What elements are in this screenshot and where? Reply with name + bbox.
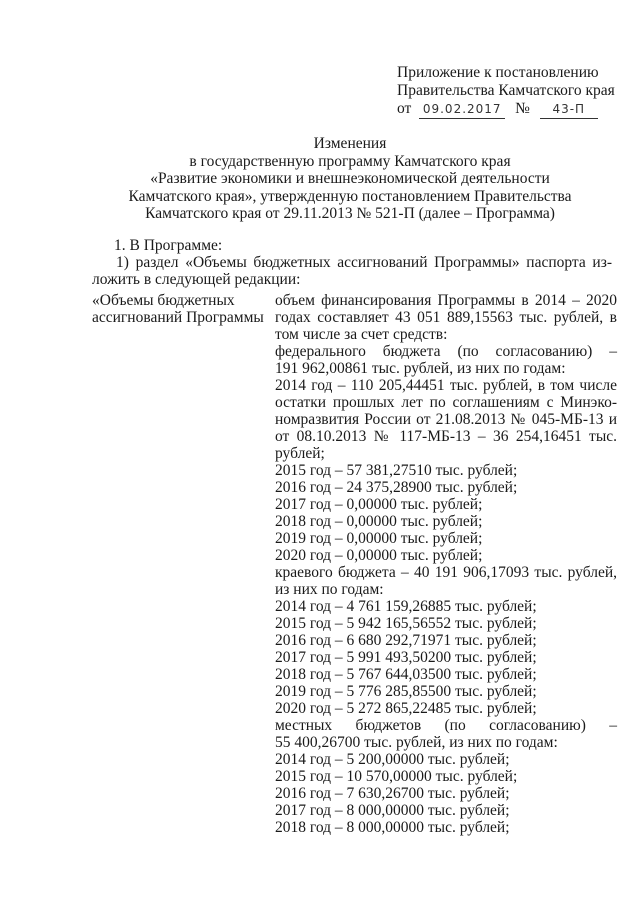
right-line: 2015 год – 57 381,27510 тыс. рублей; <box>275 462 518 479</box>
document-title <box>100 135 600 223</box>
title-line-1: Изменения <box>313 135 387 152</box>
right-line: остатки прошлых лет по соглашениям с Минэко- <box>275 394 617 411</box>
left-line-1: «Объемы бюджетных <box>92 292 235 309</box>
intro-line-2: 1) раздел «Объемы бюджетных ассигнований Программы» паспорта из- <box>116 254 612 271</box>
appendix-line-1: Приложение к постановлению <box>397 64 599 81</box>
right-line: федерального бюджета (по согласованию) – <box>275 343 617 360</box>
right-line: 2017 год – 5 991 493,50200 тыс. рублей; <box>275 649 537 666</box>
number-label: № <box>515 100 530 117</box>
title-line-2: в государственную программу Камчатского края <box>189 152 511 170</box>
title-line-5: Камчатского края от 29.11.2013 № 521-П (далее – Программа) <box>145 205 555 222</box>
right-line: 2020 год – 5 272 865,22485 тыс. рублей; <box>275 700 537 717</box>
right-line: 191 962,00861 тыс. рублей, из них по годам: <box>275 360 566 377</box>
right-line: рублей; <box>275 445 325 462</box>
right-line: 2016 год – 7 630,26700 тыс. рублей; <box>275 785 510 802</box>
right-line: 2018 год – 8 000,00000 тыс. рублей; <box>275 819 510 836</box>
intro-line-1: 1. В Программе: <box>114 237 223 254</box>
table-left-column <box>92 292 275 836</box>
title-line-4: Камчатского края», утвержденную постановлением Правительства <box>128 187 572 205</box>
appendix-date-line <box>397 100 617 119</box>
right-line: 2020 год – 0,00000 тыс. рублей; <box>275 547 483 564</box>
intro-paragraph <box>92 237 612 288</box>
right-line: 2017 год – 0,00000 тыс. рублей; <box>275 496 483 513</box>
right-line: годах составляет 43 051 889,15563 тыс. рублей, в <box>275 309 617 326</box>
right-line: местных бюджетов (по согласованию) – <box>275 717 617 734</box>
appendix-header <box>397 64 617 119</box>
right-line: от 08.10.2013 № 117-МБ-13 – 36 254,16451 тыс. <box>275 428 617 445</box>
right-line: 2015 год – 10 570,00000 тыс. рублей; <box>275 768 518 785</box>
right-line: 2015 год – 5 942 165,56552 тыс. рублей; <box>275 615 537 632</box>
budget-table <box>92 292 617 836</box>
right-line: краевого бюджета – 40 191 906,17093 тыс. рублей, <box>275 564 617 581</box>
title-line-3: «Развитие экономики и внешнеэкономической деятельности <box>150 170 550 187</box>
right-line: 2018 год – 0,00000 тыс. рублей; <box>275 513 483 530</box>
right-line: 2016 год – 24 375,28900 тыс. рублей; <box>275 479 518 496</box>
right-line: том числе за счет средств: <box>275 326 448 343</box>
left-line-2: ассигнований Программы <box>92 309 264 326</box>
handwritten-date: 09.02.2017 <box>419 100 505 119</box>
table-right-column <box>275 292 617 836</box>
right-line: объем финансирования Программы в 2014 – 2020 <box>275 292 617 309</box>
right-line: 2019 год – 5 776 285,85500 тыс. рублей; <box>275 683 537 700</box>
appendix-line-2: Правительства Камчатского края <box>397 82 615 99</box>
right-line: 55 400,26700 тыс. рублей, из них по годам: <box>275 734 558 751</box>
right-line: 2014 год – 4 761 159,26885 тыс. рублей; <box>275 598 537 615</box>
from-label: от <box>397 100 412 117</box>
right-line: 2019 год – 0,00000 тыс. рублей; <box>275 530 483 547</box>
right-line: 2018 год – 5 767 644,03500 тыс. рублей; <box>275 666 537 683</box>
right-line: номразвития России от 21.08.2013 № 045-МБ-13 и <box>275 411 617 428</box>
right-line: из них по годам: <box>275 581 384 598</box>
right-line: 2014 год – 110 205,44451 тыс. рублей, в том числе <box>275 377 617 394</box>
right-line: 2017 год – 8 000,00000 тыс. рублей; <box>275 802 510 819</box>
handwritten-number: 43-П <box>540 100 598 119</box>
right-line: 2016 год – 6 680 292,71971 тыс. рублей; <box>275 632 537 649</box>
right-line: 2014 год – 5 200,00000 тыс. рублей; <box>275 751 510 768</box>
intro-line-3: ложить в следующей редакции: <box>92 271 301 288</box>
